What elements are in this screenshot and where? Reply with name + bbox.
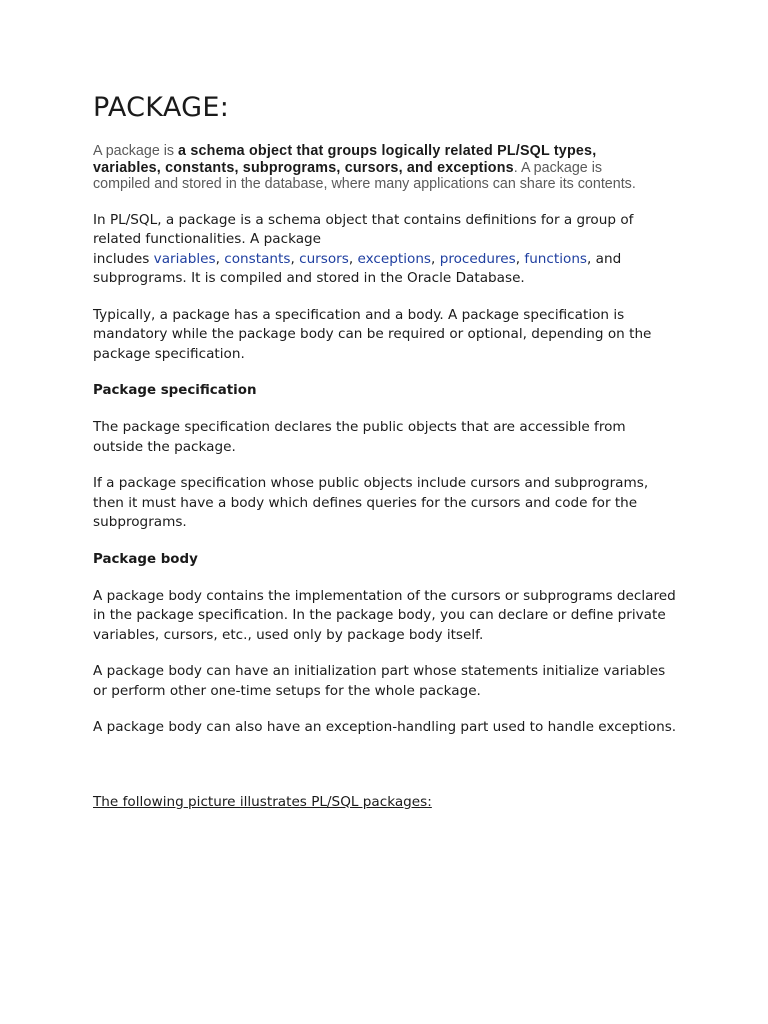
- link-cursors[interactable]: cursors: [299, 250, 349, 267]
- separator: ,: [290, 250, 300, 267]
- page-title: PACKAGE:: [93, 92, 230, 123]
- body-paragraph-2: A package body can have an initialization part whose statements initialize variables or perform other one-time setups for the whole package.: [93, 663, 666, 699]
- figure-caption: The following picture illustrates PL/SQL packages:: [93, 793, 432, 810]
- spec-heading: Package specification: [93, 383, 257, 398]
- spec-paragraph-2: If a package specification whose public objects include cursors and subprograms, then it must have a body which defines queries for the cursors and code for the subprograms.: [93, 475, 649, 530]
- link-constants[interactable]: constants: [224, 250, 291, 267]
- separator: ,: [348, 250, 358, 267]
- body-paragraph-1: A package body contains the implementation of the cursors or subprograms declared in the package specification. In the package body, you can declare or define private variables, cursors, etc., used only by package body itself.: [93, 587, 676, 643]
- link-procedures[interactable]: procedures: [439, 250, 516, 267]
- definition-paragraph: [93, 211, 653, 289]
- spec-paragraph-1: The package specification declares the public objects that are accessible from outside the package.: [93, 419, 626, 455]
- document-page: [93, 88, 693, 825]
- separator: ,: [515, 250, 525, 267]
- typical-paragraph: Typically, a package has a specification and a body. A package specification is mandatory while the package body can be required or optional, depending on the package specification.: [93, 306, 652, 362]
- body-heading: Package body: [93, 551, 198, 567]
- intro-paragraph: [93, 143, 653, 193]
- link-variables[interactable]: variables: [153, 250, 216, 267]
- intro-lead: A package is: [93, 143, 179, 159]
- intro-tail: . A package is compiled and stored in the database, where many applications can share its contents.: [93, 159, 636, 192]
- definition-part1: In PL/SQL, a package is a schema object that contains definitions for a group of related functionalities. A package: [93, 211, 634, 247]
- link-exceptions[interactable]: exceptions: [357, 250, 432, 267]
- separator: ,: [215, 250, 225, 267]
- body-paragraph-3: A package body can also have an exception-handling part used to handle exceptions.: [93, 719, 677, 735]
- separator: ,: [431, 250, 440, 267]
- definition-part3: , and subprograms. It is compiled and stored in the Oracle Database.: [93, 250, 622, 286]
- link-functions[interactable]: functions: [524, 250, 588, 267]
- intro-bold: a schema object that groups logically related PL/SQL types, variables, constants, subprograms, cursors, and exceptions: [93, 143, 597, 176]
- definition-part2: includes: [93, 250, 154, 267]
